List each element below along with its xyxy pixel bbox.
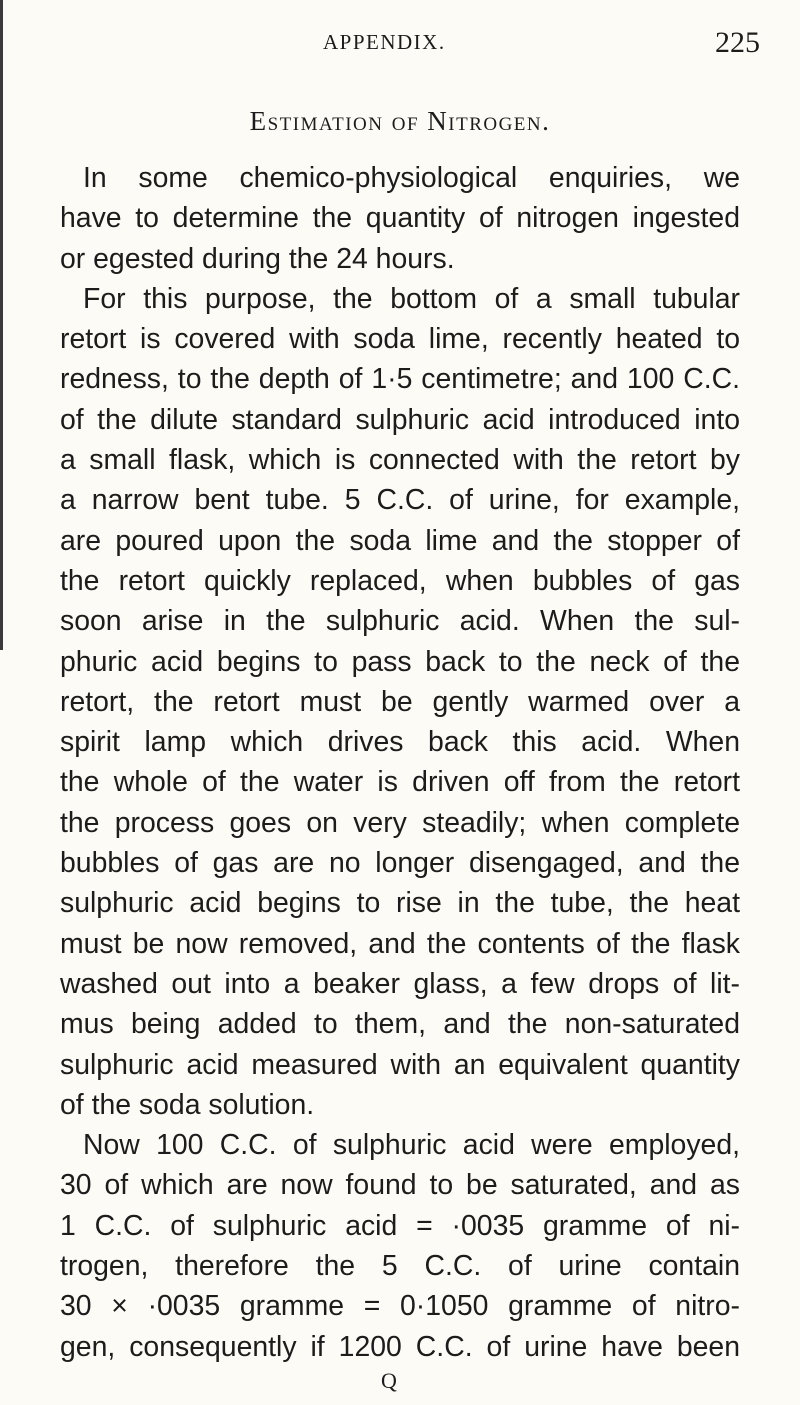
- text-line: or egested during the 24 hours.: [60, 242, 455, 275]
- text-line: the whole of the water is driven off from the retort: [60, 766, 740, 799]
- text-line: trogen, therefore the 5 C.C. of urine contain: [60, 1250, 740, 1283]
- text-line: Now 100 C.C. of sulphuric acid were employed,: [83, 1129, 740, 1162]
- text-line: washed out into a beaker glass, a few drops of lit-: [60, 967, 740, 1000]
- text-line: 30 × ·0035 gramme = 0·1050 gramme of nitro-: [60, 1290, 740, 1323]
- section-title: Estimation of Nitrogen.: [249, 106, 551, 136]
- body-text: [60, 158, 740, 1367]
- text-line: gen, consequently if 1200 C.C. of urine have been: [60, 1330, 740, 1363]
- running-header: [60, 28, 760, 64]
- text-line: soon arise in the sulphuric acid. When the sul-: [60, 605, 740, 638]
- text-line: a narrow bent tube. 5 C.C. of urine, for example,: [60, 484, 740, 517]
- text-line: have to determine the quantity of nitrogen ingested: [60, 202, 740, 235]
- text-line: are poured upon the soda lime and the stopper of: [60, 524, 740, 557]
- page-number: 225: [715, 26, 760, 59]
- text-line: retort is covered with soda lime, recently heated to: [60, 323, 740, 356]
- text-line: For this purpose, the bottom of a small tubular: [83, 282, 740, 315]
- text-line: In some chemico-physiological enquiries, we: [83, 162, 740, 194]
- text-line: retort, the retort must be gently warmed over a: [60, 685, 740, 718]
- text-line: a small flask, which is connected with the retort by: [60, 444, 740, 477]
- text-line: sulphuric acid begins to rise in the tube, the heat: [60, 887, 740, 920]
- text-line: of the dilute standard sulphuric acid introduced into: [60, 403, 740, 436]
- text-line: redness, to the depth of 1·5 centimetre; and 100 C.C.: [60, 363, 740, 396]
- text-line: must be now removed, and the contents of the flask: [60, 927, 740, 960]
- running-title: APPENDIX.: [323, 30, 446, 54]
- page-edge-shadow: [0, 0, 3, 650]
- text-line: the process goes on very steadily; when complete: [60, 806, 740, 839]
- text-line: 30 of which are now found to be saturated, and as: [60, 1169, 740, 1202]
- text-line: phuric acid begins to pass back to the neck of the: [60, 645, 740, 678]
- text-line: mus being added to them, and the non-saturated: [60, 1008, 740, 1041]
- text-line: sulphuric acid measured with an equivalent quantity: [60, 1048, 740, 1081]
- text-line: of the soda solution.: [60, 1088, 315, 1121]
- text-line: bubbles of gas are no longer disengaged, and the: [60, 847, 740, 880]
- signature-mark: Q: [381, 1368, 397, 1393]
- text-line: spirit lamp which drives back this acid. When: [60, 726, 740, 759]
- text-line: the retort quickly replaced, when bubbles of gas: [60, 564, 740, 597]
- text-line: 1 C.C. of sulphuric acid = ·0035 gramme of ni-: [60, 1209, 740, 1242]
